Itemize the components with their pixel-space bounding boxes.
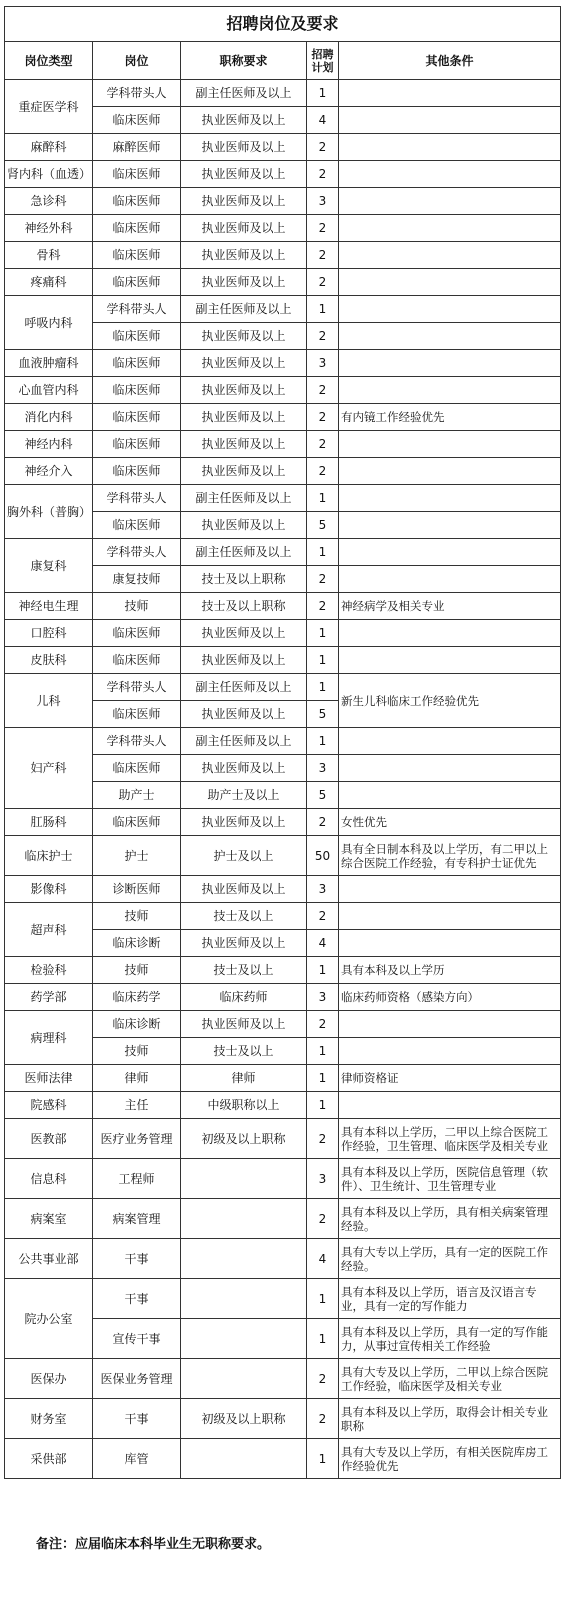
plan-cell: 1 <box>307 1065 339 1092</box>
conditions-cell <box>339 930 561 957</box>
post-cell: 临床医师 <box>93 512 181 539</box>
table-row <box>5 215 561 242</box>
table-row <box>5 809 561 836</box>
post-cell: 临床医师 <box>93 377 181 404</box>
footnote: 备注：应届临床本科毕业生无职称要求。 <box>36 1537 271 1552</box>
conditions-cell: 神经病学及相关专业 <box>339 593 561 620</box>
table-row <box>5 647 561 674</box>
dept-cell: 骨科 <box>5 242 93 269</box>
post-cell: 临床医师 <box>93 458 181 485</box>
dept-cell: 康复科 <box>5 539 93 593</box>
table-row <box>5 1011 561 1038</box>
dept-cell: 血液肿瘤科 <box>5 350 93 377</box>
dept-cell: 财务室 <box>5 1399 93 1439</box>
plan-cell: 1 <box>307 1319 339 1359</box>
title-req-cell: 执业医师及以上 <box>181 930 307 957</box>
post-cell: 医疗业务管理 <box>93 1119 181 1159</box>
post-cell: 临床医师 <box>93 647 181 674</box>
conditions-cell <box>339 1038 561 1065</box>
conditions-cell <box>339 1011 561 1038</box>
plan-cell: 3 <box>307 1159 339 1199</box>
plan-cell: 1 <box>307 620 339 647</box>
table-row <box>5 1065 561 1092</box>
title-req-cell: 执业医师及以上 <box>181 161 307 188</box>
title-req-cell: 副主任医师及以上 <box>181 80 307 107</box>
title-req-cell: 临床药师 <box>181 984 307 1011</box>
plan-cell: 4 <box>307 107 339 134</box>
dept-cell: 呼吸内科 <box>5 296 93 350</box>
plan-cell: 3 <box>307 350 339 377</box>
dept-cell: 院办公室 <box>5 1279 93 1359</box>
title-req-cell: 初级及以上职称 <box>181 1119 307 1159</box>
table-row <box>5 728 561 755</box>
plan-cell: 2 <box>307 1199 339 1239</box>
dept-cell: 疼痛科 <box>5 269 93 296</box>
table-row <box>5 876 561 903</box>
dept-cell: 妇产科 <box>5 728 93 809</box>
title-req-cell: 执业医师及以上 <box>181 350 307 377</box>
header-post: 岗位 <box>93 42 181 80</box>
conditions-cell <box>339 242 561 269</box>
post-cell: 临床医师 <box>93 404 181 431</box>
table-row <box>5 674 561 701</box>
table-row <box>5 1239 561 1279</box>
table-row <box>5 242 561 269</box>
post-cell: 助产士 <box>93 782 181 809</box>
plan-cell: 2 <box>307 161 339 188</box>
title-req-cell: 执业医师及以上 <box>181 755 307 782</box>
dept-cell: 神经电生理 <box>5 593 93 620</box>
header-plan: 招聘计划 <box>307 42 339 80</box>
title-req-cell: 执业医师及以上 <box>181 188 307 215</box>
conditions-cell <box>339 876 561 903</box>
plan-cell: 2 <box>307 593 339 620</box>
conditions-cell <box>339 1092 561 1119</box>
dept-cell: 医保办 <box>5 1359 93 1399</box>
post-cell: 康复技师 <box>93 566 181 593</box>
title-req-cell: 执业医师及以上 <box>181 647 307 674</box>
title-req-cell: 执业医师及以上 <box>181 377 307 404</box>
conditions-cell <box>339 755 561 782</box>
plan-cell: 1 <box>307 80 339 107</box>
dept-cell: 肛肠科 <box>5 809 93 836</box>
table-row <box>5 1279 561 1319</box>
header-type: 岗位类型 <box>5 42 93 80</box>
table-row <box>5 593 561 620</box>
post-cell: 临床医师 <box>93 809 181 836</box>
title-req-cell: 技士及以上职称 <box>181 593 307 620</box>
header-row <box>5 42 561 80</box>
plan-cell: 4 <box>307 1239 339 1279</box>
dept-cell: 胸外科（普胸） <box>5 485 93 539</box>
title-req-cell: 执业医师及以上 <box>181 701 307 728</box>
dept-cell: 院感科 <box>5 1092 93 1119</box>
plan-cell: 2 <box>307 431 339 458</box>
conditions-cell: 具有本科及以上学历，取得会计相关专业职称 <box>339 1399 561 1439</box>
title-req-cell: 技士及以上职称 <box>181 566 307 593</box>
conditions-cell: 具有本科及以上学历，具有相关病案管理经验。 <box>339 1199 561 1239</box>
conditions-cell: 具有本科及以上学历，具有一定的写作能力，从事过宣传相关工作经验 <box>339 1319 561 1359</box>
post-cell: 临床医师 <box>93 620 181 647</box>
post-cell: 技师 <box>93 957 181 984</box>
conditions-cell: 有内镜工作经验优先 <box>339 404 561 431</box>
plan-cell: 2 <box>307 566 339 593</box>
conditions-cell <box>339 903 561 930</box>
dept-cell: 影像科 <box>5 876 93 903</box>
title-req-cell: 执业医师及以上 <box>181 404 307 431</box>
post-cell: 学科带头人 <box>93 728 181 755</box>
table-row <box>5 296 561 323</box>
conditions-cell <box>339 728 561 755</box>
conditions-cell <box>339 377 561 404</box>
plan-cell: 5 <box>307 701 339 728</box>
plan-cell: 2 <box>307 242 339 269</box>
post-cell: 护士 <box>93 836 181 876</box>
title-req-cell <box>181 1439 307 1479</box>
table-row <box>5 134 561 161</box>
dept-cell: 神经内科 <box>5 431 93 458</box>
plan-cell: 2 <box>307 323 339 350</box>
conditions-cell <box>339 161 561 188</box>
conditions-cell: 律师资格证 <box>339 1065 561 1092</box>
plan-cell: 2 <box>307 269 339 296</box>
table-row <box>5 1399 561 1439</box>
table-row <box>5 161 561 188</box>
dept-cell: 药学部 <box>5 984 93 1011</box>
title-req-cell <box>181 1199 307 1239</box>
post-cell: 技师 <box>93 903 181 930</box>
plan-cell: 2 <box>307 809 339 836</box>
dept-cell: 检验科 <box>5 957 93 984</box>
post-cell: 律师 <box>93 1065 181 1092</box>
title-req-cell: 执业医师及以上 <box>181 809 307 836</box>
post-cell: 麻醉医师 <box>93 134 181 161</box>
dept-cell: 消化内科 <box>5 404 93 431</box>
title-req-cell: 律师 <box>181 1065 307 1092</box>
title-req-cell: 执业医师及以上 <box>181 269 307 296</box>
post-cell: 临床医师 <box>93 323 181 350</box>
title-req-cell: 护士及以上 <box>181 836 307 876</box>
dept-cell: 采供部 <box>5 1439 93 1479</box>
plan-cell: 2 <box>307 1119 339 1159</box>
conditions-cell <box>339 485 561 512</box>
title-req-cell: 执业医师及以上 <box>181 876 307 903</box>
title-req-cell: 执业医师及以上 <box>181 512 307 539</box>
dept-cell: 神经外科 <box>5 215 93 242</box>
title-req-cell: 执业医师及以上 <box>181 323 307 350</box>
post-cell: 临床医师 <box>93 161 181 188</box>
table-row <box>5 350 561 377</box>
title-req-cell: 初级及以上职称 <box>181 1399 307 1439</box>
title-req-cell: 执业医师及以上 <box>181 1011 307 1038</box>
dept-cell: 神经介入 <box>5 458 93 485</box>
plan-cell: 5 <box>307 782 339 809</box>
plan-cell: 1 <box>307 957 339 984</box>
plan-cell: 1 <box>307 1038 339 1065</box>
conditions-cell <box>339 620 561 647</box>
plan-cell: 4 <box>307 930 339 957</box>
table-row <box>5 80 561 107</box>
table-title: 招聘岗位及要求 <box>4 6 561 41</box>
table-row <box>5 458 561 485</box>
post-cell: 宣传干事 <box>93 1319 181 1359</box>
conditions-cell: 具有大专以上学历，具有一定的医院工作经验。 <box>339 1239 561 1279</box>
plan-cell: 1 <box>307 296 339 323</box>
plan-cell: 1 <box>307 674 339 701</box>
header-conditions: 其他条件 <box>339 42 561 80</box>
post-cell: 临床诊断 <box>93 930 181 957</box>
plan-cell: 2 <box>307 1359 339 1399</box>
post-cell: 临床医师 <box>93 188 181 215</box>
table-row <box>5 1119 561 1159</box>
post-cell: 临床医师 <box>93 755 181 782</box>
recruitment-sheet <box>4 6 560 1479</box>
conditions-cell <box>339 539 561 566</box>
plan-cell: 1 <box>307 1439 339 1479</box>
plan-cell: 3 <box>307 188 339 215</box>
post-cell: 学科带头人 <box>93 296 181 323</box>
plan-cell: 2 <box>307 1011 339 1038</box>
table-row <box>5 188 561 215</box>
table-row <box>5 431 561 458</box>
conditions-cell <box>339 458 561 485</box>
title-req-cell: 技士及以上 <box>181 1038 307 1065</box>
post-cell: 诊断医师 <box>93 876 181 903</box>
dept-cell: 超声科 <box>5 903 93 957</box>
plan-cell: 1 <box>307 485 339 512</box>
title-req-cell: 中级职称以上 <box>181 1092 307 1119</box>
conditions-cell: 具有大专及以上学历，有相关医院库房工作经验优先 <box>339 1439 561 1479</box>
conditions-cell <box>339 215 561 242</box>
post-cell: 学科带头人 <box>93 674 181 701</box>
post-cell: 临床药学 <box>93 984 181 1011</box>
plan-cell: 2 <box>307 404 339 431</box>
table-row <box>5 1092 561 1119</box>
dept-cell: 医教部 <box>5 1119 93 1159</box>
post-cell: 干事 <box>93 1279 181 1319</box>
conditions-cell <box>339 512 561 539</box>
dept-cell: 临床护士 <box>5 836 93 876</box>
recruitment-table <box>4 6 561 1479</box>
conditions-cell: 具有大专及以上学历，二甲以上综合医院工作经验，临床医学及相关专业 <box>339 1359 561 1399</box>
post-cell: 临床医师 <box>93 431 181 458</box>
plan-cell: 2 <box>307 134 339 161</box>
dept-cell: 重症医学科 <box>5 80 93 134</box>
conditions-cell: 女性优先 <box>339 809 561 836</box>
dept-cell: 急诊科 <box>5 188 93 215</box>
plan-cell: 1 <box>307 539 339 566</box>
post-cell: 临床医师 <box>93 269 181 296</box>
dept-cell: 口腔科 <box>5 620 93 647</box>
dept-cell: 信息科 <box>5 1159 93 1199</box>
title-req-cell: 执业医师及以上 <box>181 458 307 485</box>
post-cell: 临床诊断 <box>93 1011 181 1038</box>
post-cell: 主任 <box>93 1092 181 1119</box>
conditions-cell: 具有本科及以上学历，医院信息管理（软件）、卫生统计、卫生管理专业 <box>339 1159 561 1199</box>
plan-cell: 2 <box>307 458 339 485</box>
table-row <box>5 836 561 876</box>
title-req-cell: 副主任医师及以上 <box>181 296 307 323</box>
dept-cell: 儿科 <box>5 674 93 728</box>
conditions-cell <box>339 188 561 215</box>
plan-cell: 50 <box>307 836 339 876</box>
plan-cell: 3 <box>307 876 339 903</box>
plan-cell: 3 <box>307 755 339 782</box>
plan-cell: 5 <box>307 512 339 539</box>
plan-cell: 2 <box>307 903 339 930</box>
dept-cell: 公共事业部 <box>5 1239 93 1279</box>
dept-cell: 麻醉科 <box>5 134 93 161</box>
table-row <box>5 404 561 431</box>
post-cell: 库管 <box>93 1439 181 1479</box>
table-row <box>5 1159 561 1199</box>
post-cell: 学科带头人 <box>93 539 181 566</box>
title-req-cell: 执业医师及以上 <box>181 620 307 647</box>
table-row <box>5 1439 561 1479</box>
title-req-cell: 执业医师及以上 <box>181 215 307 242</box>
conditions-cell <box>339 107 561 134</box>
dept-cell: 心血管内科 <box>5 377 93 404</box>
conditions-cell <box>339 566 561 593</box>
plan-cell: 1 <box>307 1092 339 1119</box>
dept-cell: 病理科 <box>5 1011 93 1065</box>
title-req-cell <box>181 1159 307 1199</box>
title-req-cell: 副主任医师及以上 <box>181 485 307 512</box>
header-title-req: 职称要求 <box>181 42 307 80</box>
post-cell: 学科带头人 <box>93 485 181 512</box>
title-req-cell: 执业医师及以上 <box>181 242 307 269</box>
plan-cell: 3 <box>307 984 339 1011</box>
title-req-cell: 技士及以上 <box>181 903 307 930</box>
plan-cell: 2 <box>307 1399 339 1439</box>
conditions-cell <box>339 647 561 674</box>
title-req-cell: 执业医师及以上 <box>181 431 307 458</box>
title-req-cell <box>181 1319 307 1359</box>
title-req-cell <box>181 1239 307 1279</box>
title-req-cell: 技士及以上 <box>181 957 307 984</box>
post-cell: 工程师 <box>93 1159 181 1199</box>
conditions-cell: 临床药师资格（感染方向） <box>339 984 561 1011</box>
post-cell: 技师 <box>93 1038 181 1065</box>
table-body <box>5 80 561 1479</box>
conditions-cell: 具有本科及以上学历 <box>339 957 561 984</box>
plan-cell: 2 <box>307 377 339 404</box>
title-req-cell: 副主任医师及以上 <box>181 674 307 701</box>
table-row <box>5 620 561 647</box>
plan-cell: 1 <box>307 647 339 674</box>
post-cell: 干事 <box>93 1239 181 1279</box>
table-row <box>5 903 561 930</box>
post-cell: 技师 <box>93 593 181 620</box>
conditions-cell: 具有全日制本科及以上学历，有二甲以上综合医院工作经验，有专科护士证优先 <box>339 836 561 876</box>
post-cell: 病案管理 <box>93 1199 181 1239</box>
conditions-cell <box>339 782 561 809</box>
plan-cell: 2 <box>307 215 339 242</box>
post-cell: 临床医师 <box>93 242 181 269</box>
title-req-cell <box>181 1279 307 1319</box>
post-cell: 干事 <box>93 1399 181 1439</box>
title-req-cell: 执业医师及以上 <box>181 134 307 161</box>
conditions-cell <box>339 296 561 323</box>
post-cell: 临床医师 <box>93 107 181 134</box>
dept-cell: 病案室 <box>5 1199 93 1239</box>
plan-cell: 1 <box>307 1279 339 1319</box>
conditions-cell <box>339 431 561 458</box>
dept-cell: 肾内科（血透） <box>5 161 93 188</box>
title-req-cell <box>181 1359 307 1399</box>
conditions-cell: 具有本科及以上学历，语言及汉语言专业，具有一定的写作能力 <box>339 1279 561 1319</box>
table-row <box>5 1359 561 1399</box>
conditions-cell: 具有本科以上学历，二甲以上综合医院工作经验，卫生管理、临床医学及相关专业 <box>339 1119 561 1159</box>
conditions-cell <box>339 269 561 296</box>
dept-cell: 皮肤科 <box>5 647 93 674</box>
post-cell: 临床医师 <box>93 215 181 242</box>
table-row <box>5 377 561 404</box>
conditions-cell <box>339 350 561 377</box>
post-cell: 学科带头人 <box>93 80 181 107</box>
title-req-cell: 副主任医师及以上 <box>181 539 307 566</box>
post-cell: 临床医师 <box>93 350 181 377</box>
conditions-cell <box>339 80 561 107</box>
table-row <box>5 269 561 296</box>
conditions-cell: 新生儿科临床工作经验优先 <box>339 674 561 728</box>
title-req-cell: 执业医师及以上 <box>181 107 307 134</box>
title-req-cell: 助产士及以上 <box>181 782 307 809</box>
post-cell: 医保业务管理 <box>93 1359 181 1399</box>
title-req-cell: 副主任医师及以上 <box>181 728 307 755</box>
table-row <box>5 485 561 512</box>
table-row <box>5 1199 561 1239</box>
post-cell: 临床医师 <box>93 701 181 728</box>
table-row <box>5 984 561 1011</box>
dept-cell: 医师法律 <box>5 1065 93 1092</box>
table-row <box>5 539 561 566</box>
conditions-cell <box>339 134 561 161</box>
plan-cell: 1 <box>307 728 339 755</box>
table-row <box>5 957 561 984</box>
conditions-cell <box>339 323 561 350</box>
